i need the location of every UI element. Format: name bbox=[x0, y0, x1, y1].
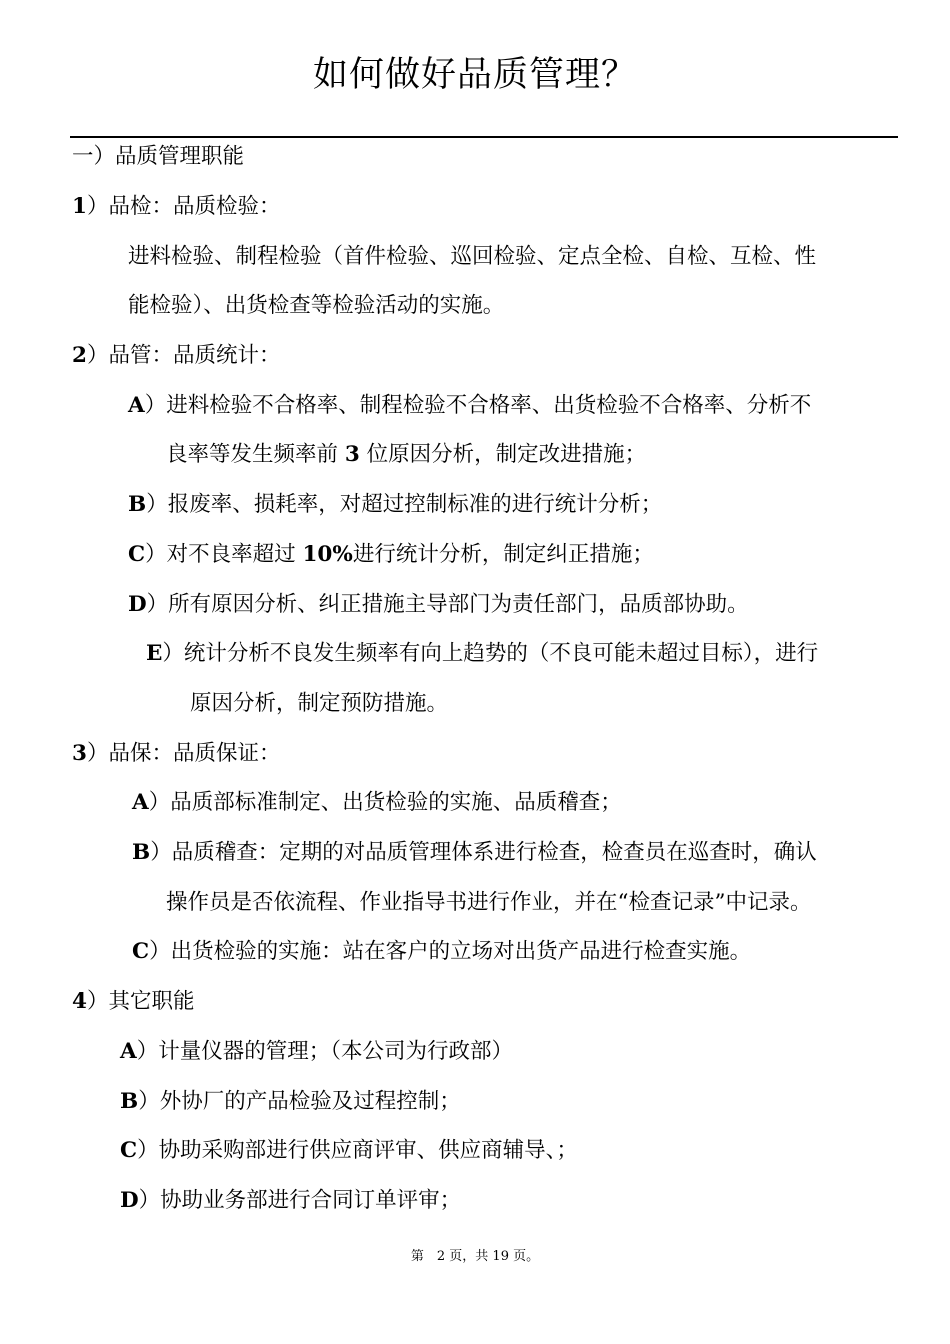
list-text: ）品质部标准制定、出货检验的实施、品质稽查； bbox=[148, 790, 622, 815]
list-label: D bbox=[120, 1188, 139, 1213]
list-item bbox=[120, 1087, 461, 1117]
list-label: C bbox=[132, 939, 150, 964]
list-text: ）统计分析不良发生频率有向上趋势的（不良可能未超过目标），进行 bbox=[162, 641, 819, 666]
item-number: 1 bbox=[72, 194, 87, 219]
item-heading-4 bbox=[72, 987, 194, 1017]
list-text: ）计量仪器的管理；（本公司为行政部） bbox=[136, 1039, 513, 1064]
list-label: B bbox=[132, 840, 151, 865]
list-item bbox=[128, 590, 749, 620]
list-text: ）外协厂的产品检验及过程控制； bbox=[138, 1089, 461, 1114]
item-heading-text: ）其它职能 bbox=[86, 989, 195, 1014]
list-text: ）报废率、损耗率，对超过控制标准的进行统计分析； bbox=[146, 492, 663, 517]
list-text: ）协助采购部进行供应商评审、供应商辅导、； bbox=[137, 1138, 578, 1163]
document-title: 如何做好品质管理？ bbox=[312, 55, 637, 95]
list-item bbox=[128, 490, 662, 520]
list-item-continuation bbox=[166, 440, 646, 470]
list-text: ）品质稽查：定期的对品质管理体系进行检查，检查员在巡查时，确认 bbox=[150, 840, 817, 865]
list-label: A bbox=[128, 393, 145, 418]
title-divider bbox=[70, 136, 898, 138]
item-heading-text: ）品检：品质检验： bbox=[86, 194, 281, 219]
list-label: D bbox=[128, 592, 147, 617]
list-item-continuation: 操作员是否依流程、作业指导书进行作业，并在“检查记录”中记录。 bbox=[166, 890, 812, 915]
list-item bbox=[120, 1037, 513, 1067]
section-heading-text: 一）品质管理职能 bbox=[72, 144, 245, 169]
list-label: C bbox=[120, 1138, 138, 1163]
item-number: 4 bbox=[72, 989, 87, 1014]
list-label: E bbox=[146, 641, 163, 666]
item-number: 3 bbox=[72, 741, 87, 766]
paragraph-line: 进料检验、制程检验（首件检验、巡回检验、定点全检、自检、互检、性 bbox=[128, 244, 817, 269]
list-item bbox=[146, 639, 818, 669]
list-text: ）所有原因分析、纠正措施主导部门为责任部门，品质部协助。 bbox=[146, 592, 749, 617]
list-item bbox=[120, 1186, 461, 1216]
paragraph-line: 能检验）、出货检查等检验活动的实施。 bbox=[128, 293, 505, 318]
list-item bbox=[132, 937, 751, 967]
list-text: 位原因分析，制定改进措施； bbox=[359, 442, 647, 467]
list-text: 进行统计分析，制定纠正措施； bbox=[352, 542, 654, 567]
list-item-continuation: 原因分析，制定预防措施。 bbox=[190, 691, 449, 716]
list-text: ）进料检验不合格率、制程检验不合格率、出货检验不合格率、分析不 bbox=[144, 393, 812, 418]
list-label: A bbox=[132, 790, 149, 815]
list-label: B bbox=[120, 1089, 139, 1114]
list-item bbox=[128, 540, 654, 570]
list-label: A bbox=[120, 1039, 137, 1064]
list-text: ）对不良率超过 bbox=[145, 542, 303, 567]
item-heading-text: ）品管：品质统计： bbox=[86, 343, 281, 368]
item-heading-text: ）品保：品质保证： bbox=[86, 741, 281, 766]
inline-number: 3 bbox=[344, 442, 360, 467]
list-item bbox=[120, 1136, 578, 1166]
inline-number: 10% bbox=[302, 542, 353, 567]
list-text: 良率等发生频率前 bbox=[166, 442, 345, 467]
list-text: ）出货检验的实施：站在客户的立场对出货产品进行检查实施。 bbox=[149, 939, 752, 964]
list-item bbox=[128, 391, 811, 421]
list-label: C bbox=[128, 542, 146, 567]
list-item bbox=[132, 788, 622, 818]
item-number: 2 bbox=[72, 343, 87, 368]
list-item bbox=[132, 838, 817, 868]
item-heading-3 bbox=[72, 739, 280, 769]
list-label: B bbox=[128, 492, 147, 517]
item-heading-2 bbox=[72, 341, 280, 371]
item-heading-1 bbox=[72, 192, 280, 222]
list-text: ）协助业务部进行合同订单评审； bbox=[138, 1188, 462, 1213]
page-footer: 第 2 页，共 19 页。 bbox=[410, 1249, 540, 1264]
section-heading bbox=[72, 142, 244, 172]
